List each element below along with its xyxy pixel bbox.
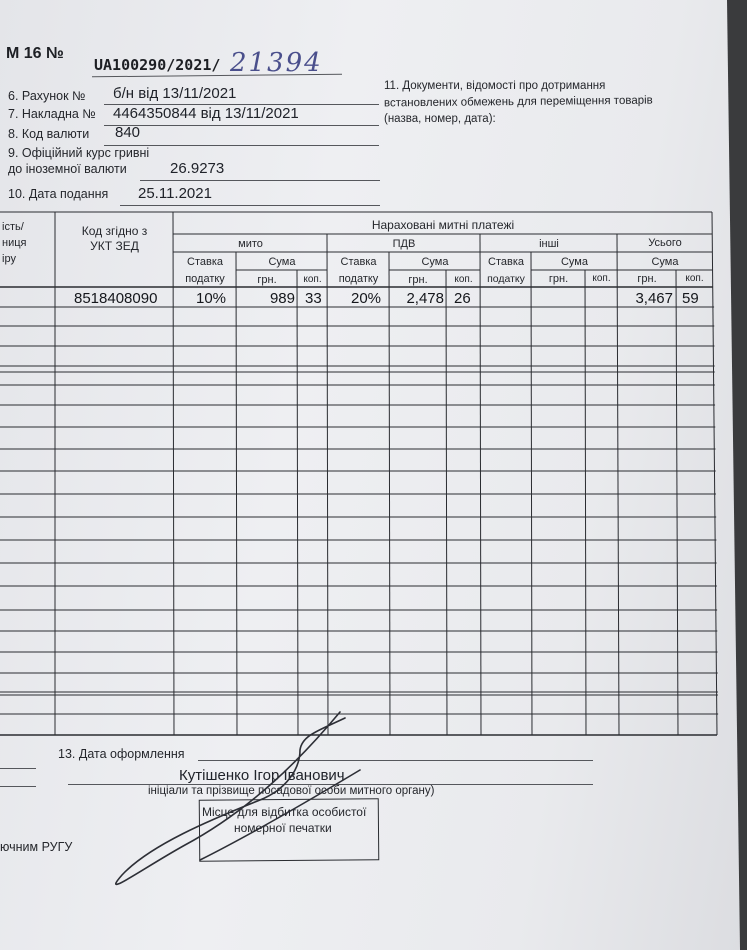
vat-sum: Сума <box>421 256 449 268</box>
currency-code-label: 8. Код валюти <box>8 127 90 141</box>
officer-name: Кутішенко Ігор Іванович <box>179 767 345 784</box>
other-kop: коп. <box>592 273 611 284</box>
row-vat-rate: 20% <box>351 290 382 307</box>
total-kop: коп. <box>685 273 704 284</box>
total-header: Усього <box>648 237 682 249</box>
rate-label-line2: до іноземної валюти <box>8 162 127 176</box>
vat-header: ПДВ <box>392 238 416 250</box>
invoice-value: б/н від 13/11/2021 <box>113 85 237 102</box>
col-left-line1: ість/ <box>2 221 24 233</box>
other-header: інші <box>539 238 559 250</box>
submit-date-label: 10. Дата подання <box>8 187 109 201</box>
row-vat-kop: 26 <box>454 290 471 307</box>
other-rate-line1: Ставка <box>488 256 524 268</box>
vat-rate-line1: Ставка <box>340 256 377 268</box>
other-uah: грн. <box>548 273 569 285</box>
currency-code-value: 840 <box>115 124 141 141</box>
rugu-text: ючним РУГУ <box>0 840 73 854</box>
vat-rate-line2: податку <box>338 273 379 285</box>
col-left-line3: іру <box>2 253 16 265</box>
total-sum: Сума <box>651 256 679 268</box>
stamp-line1: Місце для відбитка особистої <box>202 805 367 819</box>
documents-note-line2: встановлених обмежень для переміщення товарів <box>383 94 653 110</box>
total-uah: грн. <box>637 273 657 285</box>
form-label: М 16 № <box>6 45 64 62</box>
stamp-line2: номерної печатки <box>234 821 332 835</box>
vat-uah: грн. <box>408 274 428 286</box>
submit-date-value: 25.11.2021 <box>138 185 212 202</box>
row-duty-rate: 10% <box>196 290 227 307</box>
row-code: 8518408090 <box>74 290 158 307</box>
date-issued-label: 13. Дата оформлення <box>58 747 185 761</box>
duty-sum: Сума <box>268 256 296 268</box>
duty-rate-line1: Ставка <box>187 256 223 268</box>
officer-caption: ініціали та прізвище посадової особи митного органу) <box>148 785 435 797</box>
row-total-uah: 3,467 <box>635 290 673 307</box>
other-rate-line2: податку <box>487 273 525 285</box>
waybill-label: 7. Накладна № <box>8 107 96 121</box>
duty-header: мито <box>238 238 263 250</box>
vat-kop: коп. <box>454 274 473 285</box>
row-total-kop: 59 <box>682 290 699 307</box>
documents-note-line3: (назва, номер, дата): <box>384 113 496 125</box>
rate-label-line1: 9. Офіційний курс гривні <box>8 146 150 160</box>
col-code-line2: УКТ ЗЕД <box>90 239 139 253</box>
col-code-line1: Код згідно з <box>81 224 148 238</box>
payments-group-title: Нараховані митні платежі <box>371 218 515 232</box>
other-sum: Сума <box>560 256 588 268</box>
waybill-value: 4464350844 від 13/11/2021 <box>113 105 299 122</box>
duty-kop: коп. <box>303 274 322 285</box>
form-number: UA100290/2021/ <box>94 56 221 74</box>
duty-uah: грн. <box>257 274 277 286</box>
row-vat-uah: 2,478 <box>406 290 444 307</box>
col-left-line2: ниця <box>2 237 27 249</box>
row-duty-uah: 989 <box>269 290 295 307</box>
rate-value: 26.9273 <box>170 160 225 177</box>
invoice-label: 6. Рахунок № <box>8 89 86 103</box>
documents-note-line1: 11. Документи, відомості про дотримання <box>384 80 606 92</box>
row-duty-kop: 33 <box>305 290 322 307</box>
handwritten-number: 21394 <box>230 48 323 78</box>
duty-rate-line2: податку <box>185 273 225 285</box>
